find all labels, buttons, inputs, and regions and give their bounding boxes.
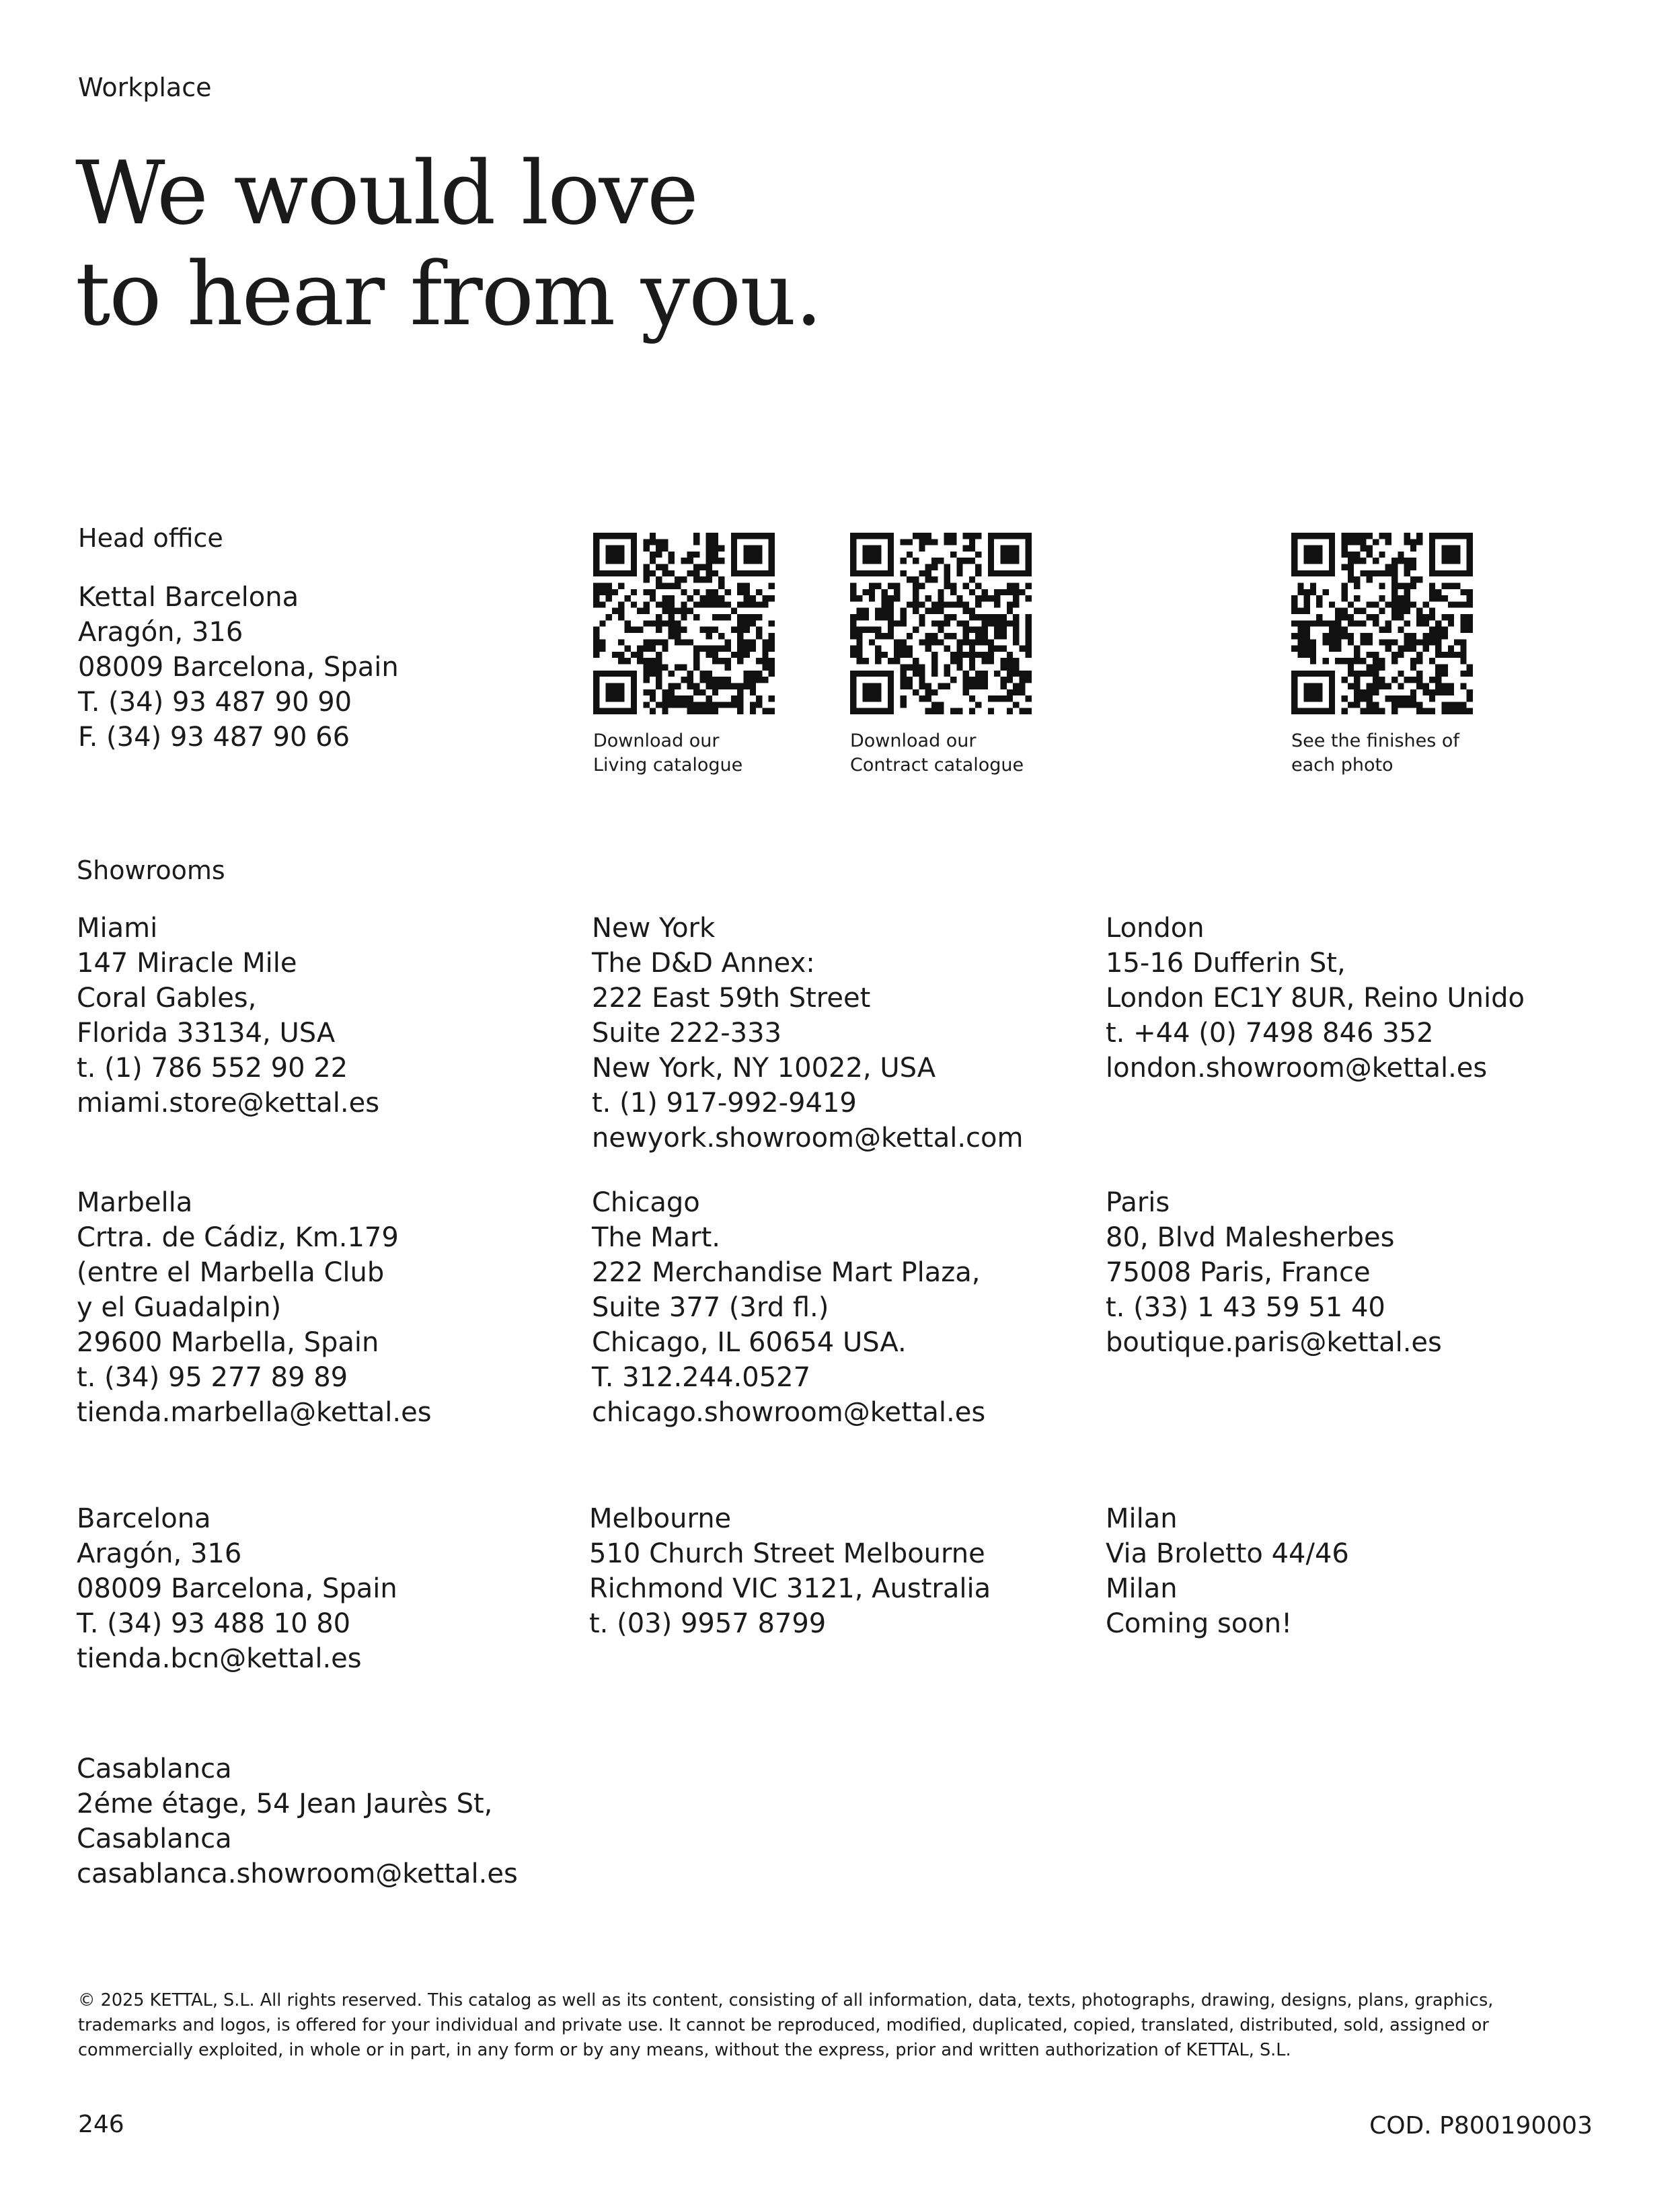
showrooms-label: Showrooms bbox=[77, 856, 225, 885]
showroom-london bbox=[1106, 911, 1525, 1086]
address-line: Suite 377 (3rd fl.) bbox=[592, 1292, 829, 1323]
qr-caption bbox=[593, 729, 775, 778]
qr-contract-catalogue[interactable] bbox=[850, 533, 1032, 778]
showroom-chicago bbox=[592, 1185, 985, 1430]
email-link[interactable]: chicago.showroom@kettal.es bbox=[592, 1397, 986, 1428]
address-line: (entre el Marbella Club bbox=[77, 1257, 385, 1288]
address-line: 80, Blvd Malesherbes bbox=[1106, 1222, 1395, 1253]
qr-caption bbox=[1291, 729, 1473, 778]
showroom-city: Melbourne bbox=[589, 1503, 732, 1534]
showroom-city: Chicago bbox=[592, 1187, 700, 1218]
email-link[interactable]: casablanca.showroom@kettal.es bbox=[77, 1858, 518, 1889]
phone-line: t. +44 (0) 7498 846 352 bbox=[1106, 1018, 1434, 1049]
qr-caption-line: Download our bbox=[850, 730, 977, 751]
email-link[interactable]: newyork.showroom@kettal.com bbox=[592, 1123, 1024, 1154]
address-line: The Mart. bbox=[592, 1222, 720, 1253]
address-line: Chicago, IL 60654 USA. bbox=[592, 1327, 907, 1358]
showroom-new-york bbox=[592, 911, 1023, 1156]
qr-code-icon bbox=[1291, 533, 1473, 714]
phone-line: T. 312.244.0527 bbox=[592, 1362, 811, 1393]
address-line: 2éme étage, 54 Jean Jaurès St, bbox=[77, 1788, 493, 1819]
address-line: Suite 222-333 bbox=[592, 1018, 781, 1049]
address-line: 08009 Barcelona, Spain bbox=[78, 652, 399, 683]
address-line: 222 East 59th Street bbox=[592, 983, 871, 1014]
phone-line: t. (1) 786 552 90 22 bbox=[77, 1053, 348, 1084]
phone-line: t. (1) 917-992-9419 bbox=[592, 1088, 857, 1119]
showroom-city: Milan bbox=[1106, 1503, 1178, 1534]
address-line: 08009 Barcelona, Spain bbox=[77, 1573, 397, 1604]
address-line: New York, NY 10022, USA bbox=[592, 1053, 936, 1084]
address-line: Coral Gables, bbox=[77, 983, 257, 1014]
phone-line: t. (03) 9957 8799 bbox=[589, 1608, 827, 1639]
head-office-label: Head office bbox=[78, 523, 223, 553]
showroom-casablanca bbox=[77, 1751, 518, 1891]
showroom-city: Barcelona bbox=[77, 1503, 211, 1534]
qr-finishes[interactable] bbox=[1291, 533, 1473, 778]
showroom-barcelona bbox=[77, 1501, 397, 1676]
qr-caption-line: each photo bbox=[1291, 755, 1393, 776]
address-line: 15-16 Dufferin St, bbox=[1106, 948, 1346, 979]
address-line: 510 Church Street Melbourne bbox=[589, 1538, 985, 1569]
head-office-address bbox=[78, 580, 399, 755]
page-number: 246 bbox=[78, 2111, 124, 2138]
qr-caption-line: Living catalogue bbox=[593, 755, 743, 776]
legal-line: trademarks and logos, is offered for your individual and private use. It cannot be reproduced, modified, duplicated, copied, translated, distributed, sold, assigned or bbox=[78, 2015, 1489, 2035]
address-line: Crtra. de Cádiz, Km.179 bbox=[77, 1222, 399, 1253]
showroom-miami bbox=[77, 911, 379, 1121]
address-line: Milan bbox=[1106, 1573, 1178, 1604]
qr-living-catalogue[interactable] bbox=[593, 533, 775, 778]
fax-line: F. (34) 93 487 90 66 bbox=[78, 722, 350, 753]
showroom-paris bbox=[1106, 1185, 1442, 1360]
phone-line: T. (34) 93 488 10 80 bbox=[77, 1608, 351, 1639]
address-line: 147 Miracle Mile bbox=[77, 948, 297, 979]
address-line: London EC1Y 8UR, Reino Unido bbox=[1106, 983, 1525, 1014]
phone-line: T. (34) 93 487 90 90 bbox=[78, 687, 352, 718]
email-link[interactable]: boutique.paris@kettal.es bbox=[1106, 1327, 1442, 1358]
qr-code-icon bbox=[850, 533, 1032, 714]
address-line: 29600 Marbella, Spain bbox=[77, 1327, 379, 1358]
showroom-marbella bbox=[77, 1185, 432, 1430]
address-line: Aragón, 316 bbox=[77, 1538, 242, 1569]
address-line: Aragón, 316 bbox=[78, 617, 243, 648]
showroom-melbourne bbox=[589, 1501, 991, 1641]
address-line: Florida 33134, USA bbox=[77, 1018, 336, 1049]
headline-line-1: We would love bbox=[75, 142, 697, 244]
qr-caption-line: Contract catalogue bbox=[850, 755, 1024, 776]
email-link[interactable]: tienda.bcn@kettal.es bbox=[77, 1643, 362, 1674]
showroom-city: Paris bbox=[1106, 1187, 1170, 1218]
legal-line: commercially exploited, in whole or in part, in any form or by any means, without the express, prior and written authorization of KETTAL, S.L. bbox=[78, 2040, 1291, 2060]
address-line: Casablanca bbox=[77, 1823, 232, 1854]
address-line: 222 Merchandise Mart Plaza, bbox=[592, 1257, 981, 1288]
address-line: 75008 Paris, France bbox=[1106, 1257, 1371, 1288]
catalog-code: COD. P800190003 bbox=[1369, 2112, 1593, 2140]
address-line: Richmond VIC 3121, Australia bbox=[589, 1573, 991, 1604]
showroom-city: New York bbox=[592, 913, 716, 944]
showroom-city: London bbox=[1106, 913, 1205, 944]
email-link[interactable]: tienda.marbella@kettal.es bbox=[77, 1397, 432, 1428]
qr-code-icon bbox=[593, 533, 775, 714]
phone-line: t. (33) 1 43 59 51 40 bbox=[1106, 1292, 1385, 1323]
email-link[interactable]: london.showroom@kettal.es bbox=[1106, 1053, 1488, 1084]
phone-line: t. (34) 95 277 89 89 bbox=[77, 1362, 348, 1393]
status-note: Coming soon! bbox=[1106, 1608, 1293, 1639]
section-label: Workplace bbox=[78, 73, 212, 102]
page-headline bbox=[75, 143, 821, 344]
headline-line-2: to hear from you. bbox=[75, 243, 822, 345]
address-line: The D&D Annex: bbox=[592, 948, 815, 979]
legal-notice bbox=[78, 1988, 1584, 2063]
qr-caption-line: Download our bbox=[593, 730, 720, 751]
showroom-city: Miami bbox=[77, 913, 158, 944]
showroom-city: Casablanca bbox=[77, 1753, 232, 1784]
showroom-milan bbox=[1106, 1501, 1349, 1641]
email-link[interactable]: miami.store@kettal.es bbox=[77, 1088, 380, 1119]
address-line: y el Guadalpin) bbox=[77, 1292, 282, 1323]
address-line: Via Broletto 44/46 bbox=[1106, 1538, 1349, 1569]
qr-caption bbox=[850, 729, 1032, 778]
showroom-city: Marbella bbox=[77, 1187, 193, 1218]
legal-line: © 2025 KETTAL, S.L. All rights reserved. This catalog as well as its content, consisting of all information, data, texts, photographs, drawing, designs, plans, graphics, bbox=[78, 1990, 1494, 2010]
address-line: Kettal Barcelona bbox=[78, 582, 299, 613]
qr-caption-line: See the finishes of bbox=[1291, 730, 1459, 751]
